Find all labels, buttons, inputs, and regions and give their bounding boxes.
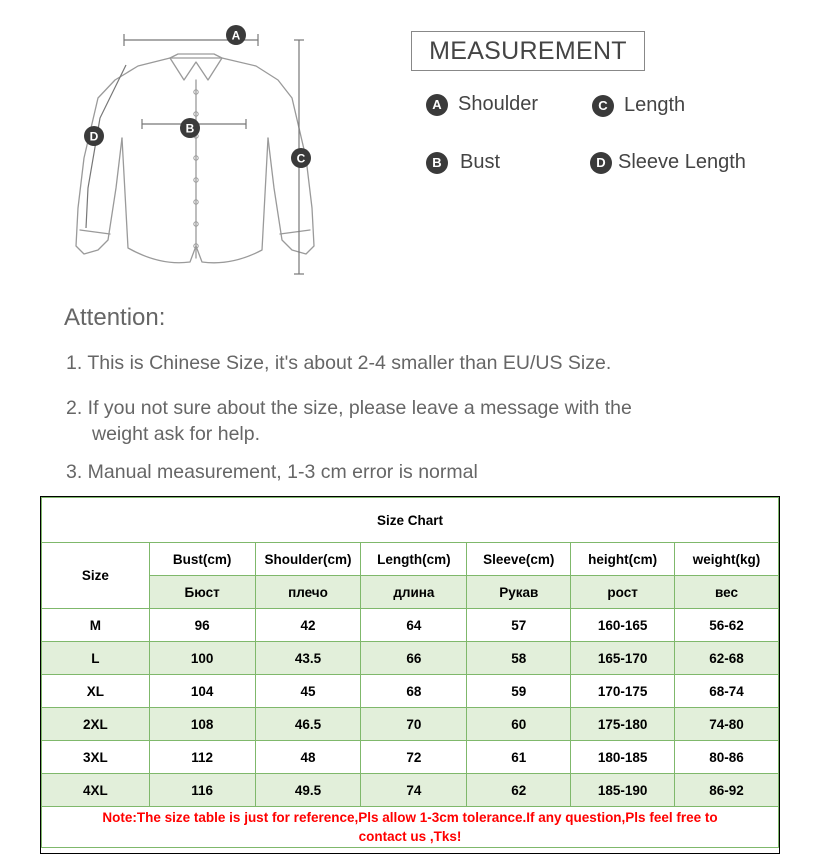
table-cell: 74 [361, 774, 467, 807]
table-cell: 48 [255, 741, 361, 774]
header-sleeve: Sleeve(cm) [467, 543, 571, 576]
note-line-1: Note:The size table is just for reference,Pls allow 1-3cm tolerance.If any question,Pls feel free to [102, 810, 718, 825]
table-cell: 64 [361, 609, 467, 642]
header-shoulder: Shoulder(cm) [255, 543, 361, 576]
attention-line-3: 3. Manual measurement, 1-3 cm error is normal [66, 461, 478, 483]
table-cell: 70 [361, 708, 467, 741]
size-cell: XL [42, 675, 150, 708]
table-cell: 104 [149, 675, 255, 708]
size-cell: M [42, 609, 150, 642]
table-row [42, 609, 779, 642]
note-line-2: contact us ,Tks! [358, 829, 462, 844]
size-cell: L [42, 642, 150, 675]
table-cell: 96 [149, 609, 255, 642]
table-cell: 49.5 [255, 774, 361, 807]
size-cell: 4XL [42, 774, 150, 807]
badge-d-icon: D [590, 152, 612, 174]
table-row [42, 708, 779, 741]
badge-c-icon: C [592, 95, 614, 117]
table-cell: 100 [149, 642, 255, 675]
table-cell: 62-68 [675, 642, 779, 675]
table-cell: 175-180 [571, 708, 675, 741]
badge-b-icon: B [426, 152, 448, 174]
header-ru-weight: вес [675, 576, 779, 609]
table-cell: 43.5 [255, 642, 361, 675]
attention-line-2-cont: weight ask for help. [92, 423, 261, 445]
table-row [42, 675, 779, 708]
table-cell: 58 [467, 642, 571, 675]
header-weight: weight(kg) [675, 543, 779, 576]
table-cell: 80-86 [675, 741, 779, 774]
table-cell: 62 [467, 774, 571, 807]
table-cell: 57 [467, 609, 571, 642]
table-cell: 68-74 [675, 675, 779, 708]
legend-sleeve-length-label: Sleeve Length [618, 151, 746, 173]
table-cell: 59 [467, 675, 571, 708]
table-cell: 72 [361, 741, 467, 774]
marker-b: B [185, 121, 195, 136]
size-chart-note [42, 807, 779, 848]
table-cell: 116 [149, 774, 255, 807]
marker-c: C [296, 151, 306, 166]
table-cell: 46.5 [255, 708, 361, 741]
attention-title: Attention: [64, 304, 166, 331]
header-ru-height: рост [571, 576, 675, 609]
size-header: Size [42, 543, 150, 609]
legend-shoulder [426, 93, 538, 116]
marker-d: D [89, 129, 99, 144]
table-row [42, 741, 779, 774]
table-cell: 68 [361, 675, 467, 708]
table-cell: 86-92 [675, 774, 779, 807]
header-height: height(cm) [571, 543, 675, 576]
measurement-title: MEASUREMENT [411, 31, 645, 71]
table-cell: 108 [149, 708, 255, 741]
legend-length [592, 94, 685, 117]
header-ru-length: длина [361, 576, 467, 609]
size-chart-title: Size Chart [42, 498, 779, 543]
size-chart-table [41, 497, 779, 848]
legend-length-label: Length [624, 94, 686, 116]
legend-bust [426, 151, 500, 174]
marker-a: A [231, 28, 241, 43]
table-cell: 60 [467, 708, 571, 741]
shirt-measurement-diagram [60, 18, 340, 288]
badge-a-icon: A [426, 94, 448, 116]
table-cell: 61 [467, 741, 571, 774]
table-cell: 160-165 [571, 609, 675, 642]
header-ru-bust: Бюст [149, 576, 255, 609]
header-bust: Bust(cm) [149, 543, 255, 576]
table-cell: 170-175 [571, 675, 675, 708]
table-cell: 180-185 [571, 741, 675, 774]
table-cell: 42 [255, 609, 361, 642]
table-row [42, 642, 779, 675]
table-cell: 45 [255, 675, 361, 708]
table-cell: 56-62 [675, 609, 779, 642]
attention-line-2: 2. If you not sure about the size, please leave a message with the [66, 397, 632, 419]
header-ru-sleeve: Рукав [467, 576, 571, 609]
table-cell: 112 [149, 741, 255, 774]
header-length: Length(cm) [361, 543, 467, 576]
header-ru-shoulder: плечо [255, 576, 361, 609]
legend-shoulder-label: Shoulder [458, 93, 539, 115]
size-cell: 3XL [42, 741, 150, 774]
attention-line-1: 1. This is Chinese Size, it's about 2-4 smaller than EU/US Size. [66, 352, 612, 374]
legend-bust-label: Bust [460, 151, 501, 173]
table-row [42, 774, 779, 807]
size-cell: 2XL [42, 708, 150, 741]
table-cell: 165-170 [571, 642, 675, 675]
legend-sleeve-length [590, 151, 746, 174]
table-cell: 185-190 [571, 774, 675, 807]
table-cell: 74-80 [675, 708, 779, 741]
table-cell: 66 [361, 642, 467, 675]
